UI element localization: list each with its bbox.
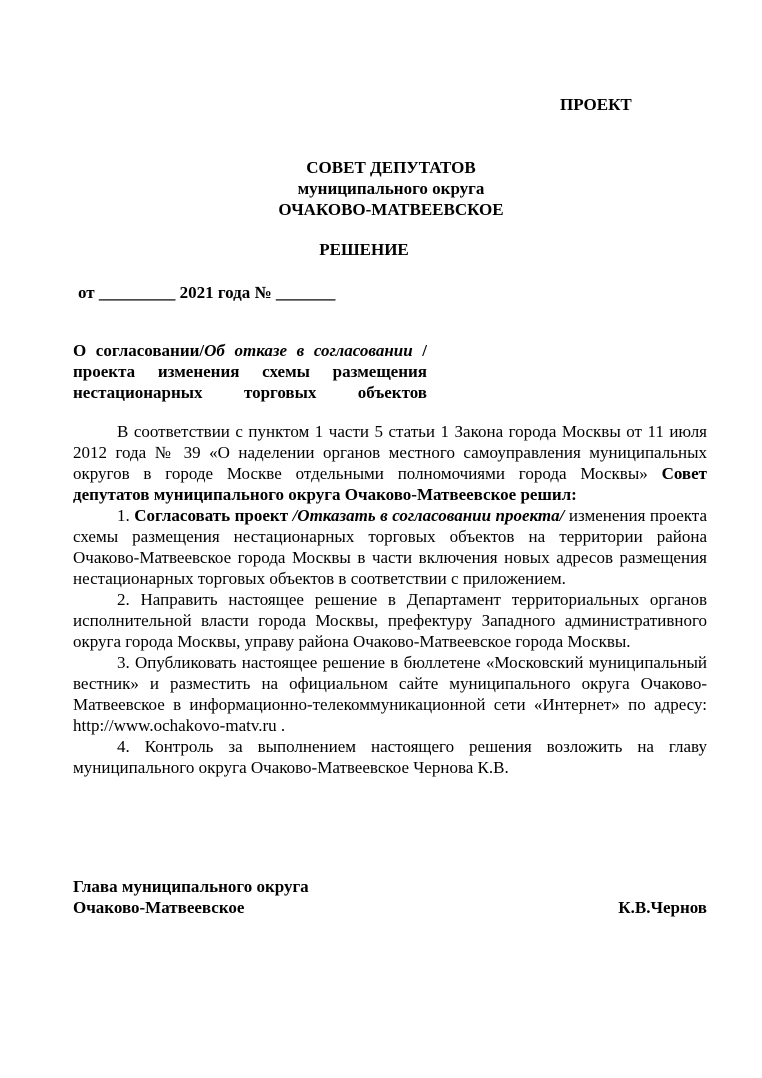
item-4-paragraph: 4. Контроль за выполнением настоящего решения возложить на главу муниципального округа Очаково-Матвеевское Чернова К.В. bbox=[73, 737, 707, 777]
issuer-subtitle: муниципального округа bbox=[297, 179, 485, 198]
preamble-text: В соответствии с пунктом 1 части 5 статьи 1 Закона города Москвы от 11 июля 2012 года № 39 «О наделении органов местного самоуправления муниципальных округов в городе Москве отдельными полномочиями города Москвы» bbox=[73, 422, 707, 483]
signature-row bbox=[73, 897, 707, 918]
item-1-bold-italic: /Отказать в согласовании проекта/ bbox=[292, 506, 565, 525]
issuer-district: ОЧАКОВО-МАТВЕЕВСКОЕ bbox=[278, 200, 504, 219]
preamble-bold: Совет депутатов муниципального округа Очаково-Матвеевское решил: bbox=[73, 464, 707, 504]
issuer-header bbox=[0, 157, 762, 220]
subject-part2: Об отказе в согласовании bbox=[204, 341, 413, 360]
item-3-paragraph: 3. Опубликовать настоящее решение в бюллетене «Московский муниципальный вестник» и разместить на официальном сайте муниципального округа Очаково-Матвеевское в информационно-телекоммуникационной сети «Интернет» по адресу: http://www.ochakovo-matv.ru . bbox=[73, 653, 707, 735]
subject-part1: О согласовании/ bbox=[73, 341, 205, 360]
signature-block bbox=[73, 876, 707, 918]
item-1-text: изменения проекта схемы размещения нестационарных торговых объектов на территории района Очаково-Матвеевское города Москвы в части включения новых адресов размещения нестационарных торговых объектов в соответствии с приложением. bbox=[73, 506, 707, 588]
preamble-paragraph bbox=[73, 421, 707, 505]
draft-label: ПРОЕКТ bbox=[560, 95, 632, 114]
decision-body bbox=[73, 421, 707, 778]
item-2-paragraph: 2. Направить настоящее решение в Департамент территориальных органов исполнительной власти города Москвы, префектуру Западного административного округа города Москвы, управу района Очаково-Матвеевское города Москвы. bbox=[73, 590, 707, 651]
signature-name: К.В.Чернов bbox=[618, 898, 707, 917]
item-1-num: 1. bbox=[117, 506, 135, 525]
decision-subject bbox=[73, 340, 427, 403]
subject-part3: / проекта изменения схемы размещения нестационарных торговых объектов bbox=[73, 341, 427, 402]
date-line: от _________ 2021 года № _______ bbox=[78, 283, 336, 302]
issuer-title: СОВЕТ ДЕПУТАТОВ bbox=[306, 158, 476, 177]
signature-title-line2: Очаково-Матвеевское bbox=[73, 898, 245, 917]
signature-title-line1: Глава муниципального округа bbox=[73, 877, 309, 896]
decision-label: РЕШЕНИЕ bbox=[319, 240, 409, 259]
item-1-bold: Согласовать проект bbox=[134, 506, 293, 525]
item-1-paragraph bbox=[73, 505, 707, 589]
